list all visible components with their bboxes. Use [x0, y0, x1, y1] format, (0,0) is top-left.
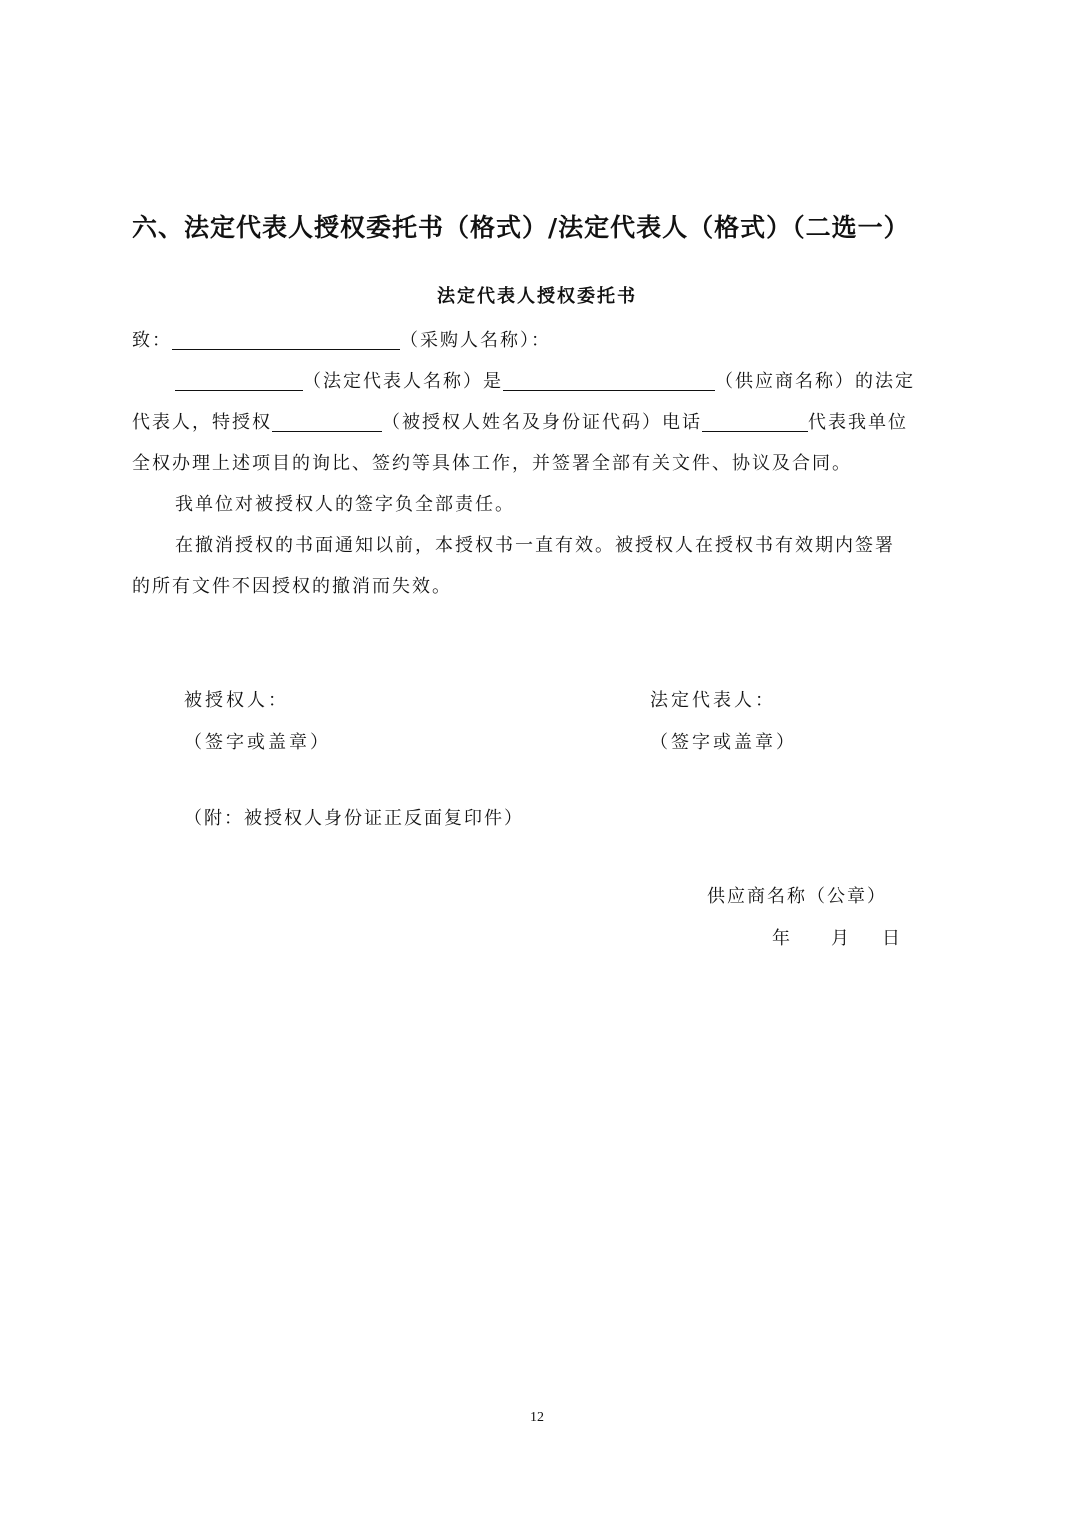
addressee-prefix: 致： — [132, 330, 172, 351]
legal-rep-name-blank — [175, 372, 303, 391]
p1-line1-part1: （法定代表人名称）是 — [303, 371, 503, 392]
authorized-person-signature-note: （签字或盖章） — [184, 732, 331, 753]
document-title: 法定代表人授权委托书 — [437, 286, 637, 307]
page-number: 12 — [530, 1410, 544, 1425]
authorized-person-label: 被授权人： — [184, 690, 289, 711]
date-month: 月 — [831, 928, 852, 949]
paragraph1-line2 — [132, 408, 908, 434]
paragraph3-line1: 在撤消授权的书面通知以前，本授权书一直有效。被授权人在授权书有效期内签署 — [175, 535, 895, 556]
p1-line1-part2: （供应商名称）的法定 — [715, 371, 915, 392]
date-year: 年 — [772, 928, 793, 949]
addressee-line — [132, 326, 551, 352]
section-heading: 六、法定代表人授权委托书（格式）/法定代表人（格式）（二选一） — [132, 213, 910, 242]
supplier-name-blank — [503, 372, 715, 391]
p1-line2-part1: 代表人，特授权 — [132, 412, 272, 433]
legal-rep-signature-note: （签字或盖章） — [650, 732, 797, 753]
supplier-seal-label: 供应商名称（公章） — [707, 886, 887, 907]
legal-rep-label: 法定代表人： — [650, 690, 776, 711]
purchaser-name-blank — [172, 331, 400, 350]
date-line — [772, 924, 903, 950]
paragraph1-line3: 全权办理上述项目的询比、签约等具体工作，并签署全部有关文件、协议及合同。 — [132, 453, 852, 474]
phone-blank — [702, 413, 808, 432]
paragraph2: 我单位对被授权人的签字负全部责任。 — [175, 494, 515, 515]
date-day: 日 — [882, 928, 903, 949]
p1-line2-part3: 代表我单位 — [808, 412, 908, 433]
paragraph3-line2: 的所有文件不因授权的撤消而失效。 — [132, 576, 452, 597]
attachment-note: （附：被授权人身份证正反面复印件） — [184, 808, 524, 829]
addressee-suffix: （采购人名称）： — [400, 330, 551, 351]
authorized-person-blank — [272, 413, 382, 432]
p1-line2-part2: （被授权人姓名及身份证代码）电话 — [382, 412, 702, 433]
paragraph1-line1 — [175, 367, 915, 393]
